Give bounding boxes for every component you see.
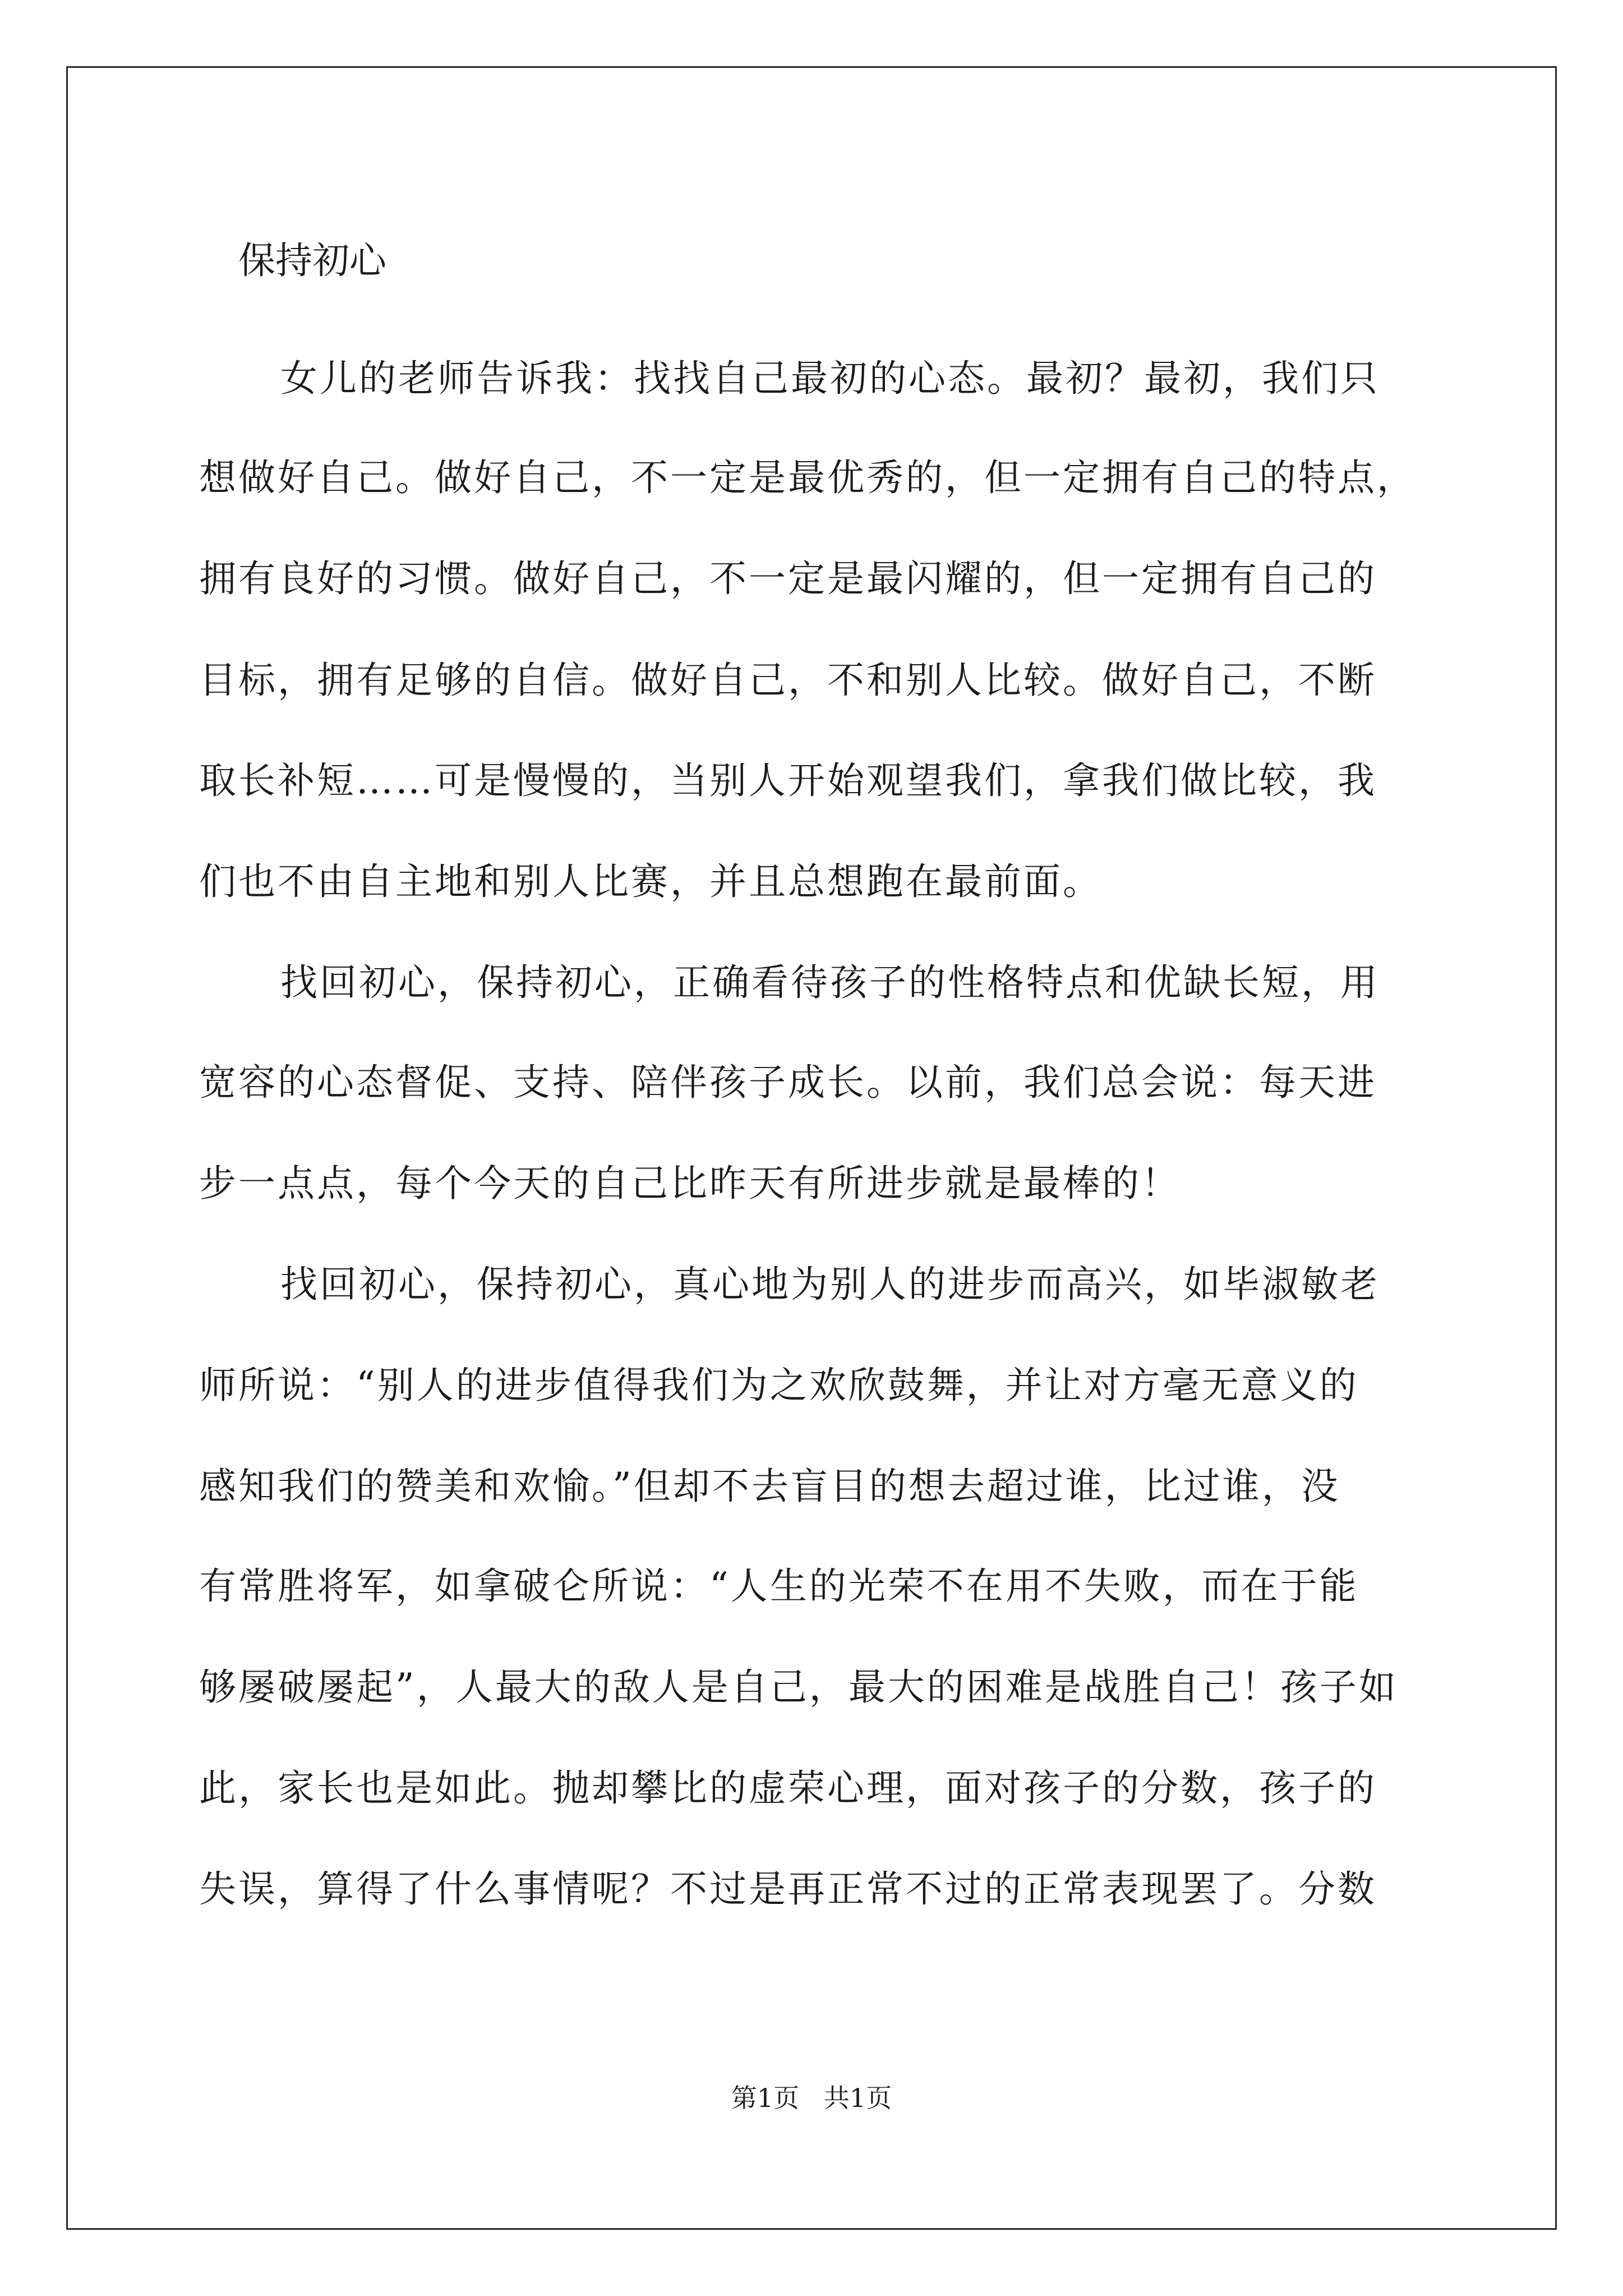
document-title: 保持初心: [238, 239, 386, 282]
paragraph-2-line-3: 步一点点，每个今天的自己比昨天有所进步就是最棒的！: [199, 1162, 1181, 1205]
paragraph-3-line-4: 有常胜将军，如拿破仑所说：“人生的光荣不在用不失败，而在于能: [199, 1565, 1359, 1608]
paragraph-3-line-6: 此，家长也是如此。抛却攀比的虚荣心理，面对孩子的分数，孩子的: [199, 1766, 1377, 1810]
paragraph-2-line-1: 找回初心，保持初心，正确看待孩子的性格特点和优缺长短，用: [280, 961, 1380, 1004]
paragraph-3-line-3: 感知我们的赞美和欢愉。”但却不去盲目的想去超过谁，比过谁，没: [199, 1465, 1340, 1508]
paragraph-1-line-1: 女儿的老师告诉我：找找自己最初的心态。最初？最初，我们只: [280, 357, 1380, 400]
paragraph-1-line-3: 拥有良好的习惯。做好自己，不一定是最闪耀的，但一定拥有自己的: [199, 557, 1377, 600]
paragraph-3-line-1: 找回初心，保持初心，真心地为别人的进步而高兴，如毕淑敏老: [280, 1263, 1380, 1306]
page-number-footer: 第1页 共1页: [731, 2083, 892, 2113]
paragraph-3-line-2: 师所说：“别人的进步值得我们为之欢欣鼓舞，并让对方毫无意义的: [199, 1364, 1359, 1407]
paragraph-1-line-2: 想做好自己。做好自己，不一定是最优秀的，但一定拥有自己的特点，: [199, 456, 1416, 499]
paragraph-1-line-5: 取长补短……可是慢慢的，当别人开始观望我们，拿我们做比较，我: [199, 759, 1377, 802]
paragraph-1-line-6: 们也不由自主地和别人比赛，并且总想跑在最前面。: [199, 860, 1102, 903]
paragraph-3-line-5: 够屡破屡起”，人最大的敌人是自己，最大的困难是战胜自己！孩子如: [199, 1665, 1398, 1709]
paragraph-1-line-4: 目标，拥有足够的自信。做好自己，不和别人比较。做好自己，不断: [199, 659, 1377, 702]
paragraph-2-line-2: 宽容的心态督促、支持、陪伴孩子成长。以前，我们总会说：每天进: [199, 1061, 1377, 1104]
paragraph-3-line-7: 失误，算得了什么事情呢？不过是再正常不过的正常表现罢了。分数: [199, 1867, 1377, 1911]
